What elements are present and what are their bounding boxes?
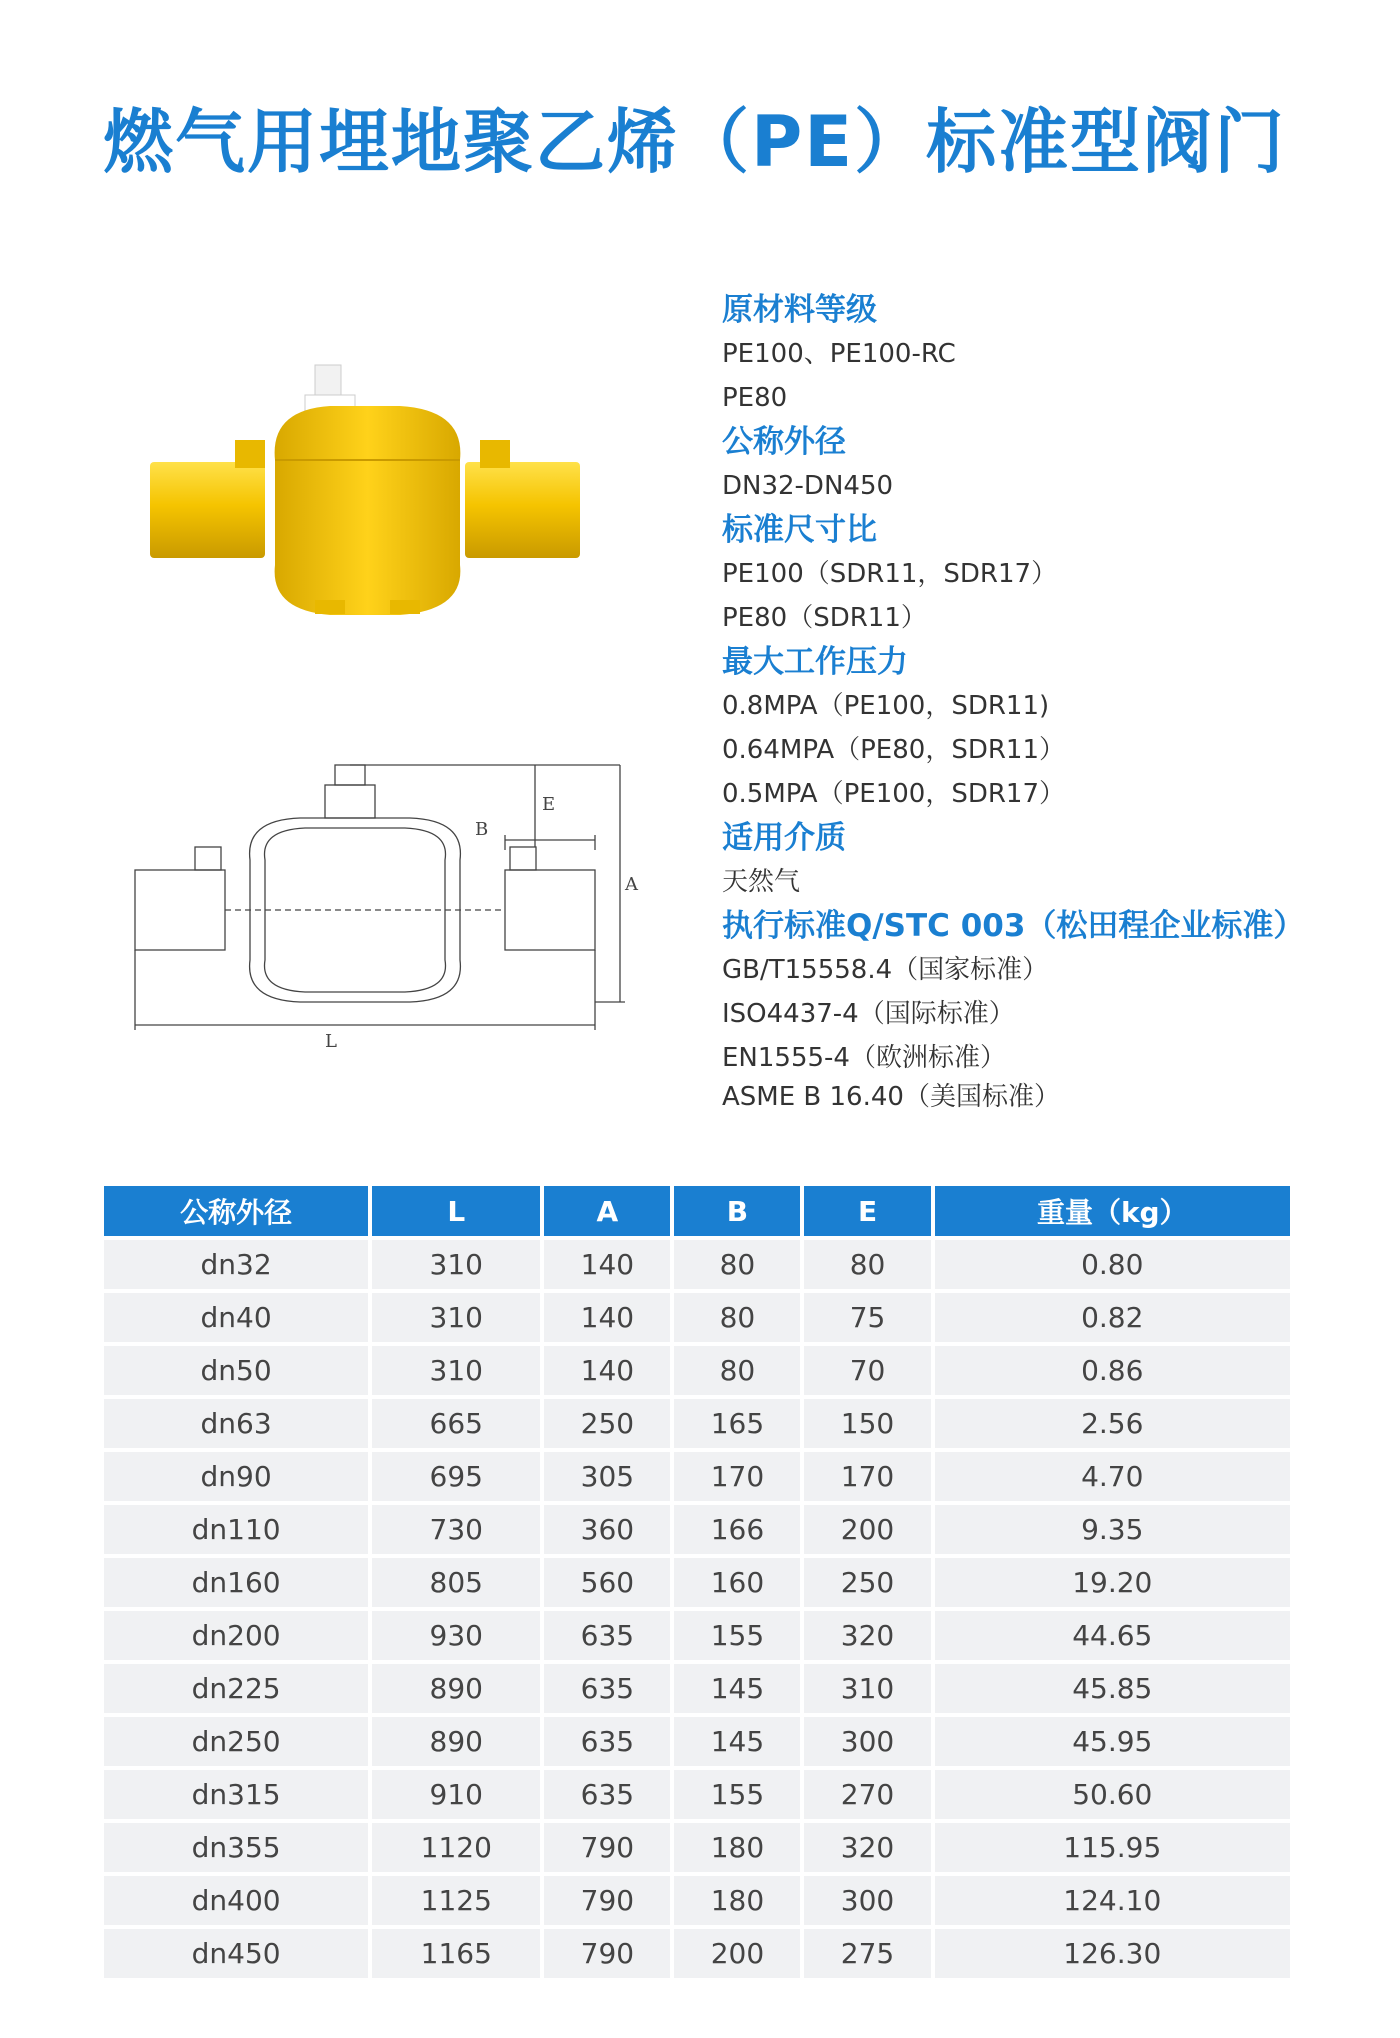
table-cell: 80	[674, 1293, 800, 1342]
table-cell: dn160	[104, 1558, 368, 1607]
table-cell: 790	[544, 1876, 670, 1925]
table-cell: dn315	[104, 1770, 368, 1819]
table-cell: 310	[372, 1240, 540, 1289]
table-cell: dn355	[104, 1823, 368, 1872]
table-cell: 360	[544, 1505, 670, 1554]
table-cell: 140	[544, 1346, 670, 1395]
table-cell: 910	[372, 1770, 540, 1819]
table-cell: dn200	[104, 1611, 368, 1660]
table-cell: 145	[674, 1717, 800, 1766]
table-cell: dn450	[104, 1929, 368, 1978]
table-cell: 180	[674, 1823, 800, 1872]
table-cell: 155	[674, 1770, 800, 1819]
table-cell: 805	[372, 1558, 540, 1607]
table-cell: 275	[804, 1929, 930, 1978]
table-cell: 2.56	[935, 1399, 1290, 1448]
spec-value: EN1555-4（欧洲标准）	[722, 1043, 1006, 1073]
table-cell: 80	[804, 1240, 930, 1289]
dimension-table	[100, 1182, 1294, 1982]
table-row	[104, 1558, 1290, 1607]
table-cell: 45.85	[935, 1664, 1290, 1713]
table-cell: 250	[804, 1558, 930, 1607]
table-cell: 250	[544, 1399, 670, 1448]
spec-value: 0.8MPA（PE100，SDR11)	[722, 691, 1050, 721]
table-cell: 115.95	[935, 1823, 1290, 1872]
table-cell: dn50	[104, 1346, 368, 1395]
table-cell: 890	[372, 1664, 540, 1713]
table-cell: 270	[804, 1770, 930, 1819]
spec-value: 0.64MPA（PE80，SDR11）	[722, 735, 1065, 765]
table-cell: 166	[674, 1505, 800, 1554]
table-cell: 790	[544, 1823, 670, 1872]
table-row	[104, 1399, 1290, 1448]
table-cell: 150	[804, 1399, 930, 1448]
table-row	[104, 1823, 1290, 1872]
table-cell: 305	[544, 1452, 670, 1501]
table-cell: 140	[544, 1240, 670, 1289]
spec-heading: 原材料等级	[722, 292, 877, 328]
table-cell: 730	[372, 1505, 540, 1554]
column-header: 重量（kg）	[935, 1186, 1290, 1236]
table-cell: 124.10	[935, 1876, 1290, 1925]
table-row	[104, 1876, 1290, 1925]
column-header: 公称外径	[104, 1186, 368, 1236]
table-cell: 635	[544, 1611, 670, 1660]
table-row	[104, 1293, 1290, 1342]
table-row	[104, 1452, 1290, 1501]
spec-value: DN32-DN450	[722, 471, 894, 501]
table-row	[104, 1717, 1290, 1766]
spec-value: PE100、PE100-RC	[722, 339, 956, 369]
table-row	[104, 1240, 1290, 1289]
table-cell: 180	[674, 1876, 800, 1925]
column-header: E	[804, 1186, 930, 1236]
spec-value: ISO4437-4（国际标准）	[722, 999, 1015, 1029]
table-cell: 170	[804, 1452, 930, 1501]
table-cell: 170	[674, 1452, 800, 1501]
spec-value: PE100（SDR11，SDR17）	[722, 559, 1058, 589]
table-row	[104, 1505, 1290, 1554]
table-cell: 19.20	[935, 1558, 1290, 1607]
table-cell: 9.35	[935, 1505, 1290, 1554]
table-cell: 50.60	[935, 1770, 1290, 1819]
table-cell: 1120	[372, 1823, 540, 1872]
table-cell: dn400	[104, 1876, 368, 1925]
spec-value: ASME B 16.40（美国标准）	[722, 1082, 1060, 1112]
table-cell: 80	[674, 1240, 800, 1289]
table-cell: 320	[804, 1611, 930, 1660]
spec-value: 天然气	[722, 867, 801, 897]
dim-label-l: L	[325, 1031, 337, 1052]
table-cell: 695	[372, 1452, 540, 1501]
dim-label-e: E	[542, 794, 556, 815]
table-cell: 140	[544, 1293, 670, 1342]
table-cell: 200	[804, 1505, 930, 1554]
table-cell: 890	[372, 1717, 540, 1766]
table-row	[104, 1664, 1290, 1713]
column-header: A	[544, 1186, 670, 1236]
spec-value: 0.5MPA（PE100，SDR17）	[722, 779, 1065, 809]
table-cell: 75	[804, 1293, 930, 1342]
spec-heading: 标准尺寸比	[722, 512, 877, 548]
column-header: B	[674, 1186, 800, 1236]
table-cell: 45.95	[935, 1717, 1290, 1766]
table-cell: 635	[544, 1770, 670, 1819]
table-cell: 145	[674, 1664, 800, 1713]
table-cell: 0.80	[935, 1240, 1290, 1289]
spec-list	[722, 288, 1362, 1114]
table-cell: 300	[804, 1876, 930, 1925]
dim-label-a: A	[625, 874, 638, 895]
table-cell: 4.70	[935, 1452, 1290, 1501]
table-cell: 300	[804, 1717, 930, 1766]
table-cell: 310	[372, 1346, 540, 1395]
spec-heading: 适用介质	[722, 820, 846, 856]
table-cell: 70	[804, 1346, 930, 1395]
table-cell: 200	[674, 1929, 800, 1978]
table-cell: 0.86	[935, 1346, 1290, 1395]
valve-photo	[150, 310, 580, 640]
table-cell: 310	[372, 1293, 540, 1342]
table-row	[104, 1770, 1290, 1819]
table-cell: 126.30	[935, 1929, 1290, 1978]
table-row	[104, 1346, 1290, 1395]
table-cell: dn90	[104, 1452, 368, 1501]
table-cell: 635	[544, 1717, 670, 1766]
column-header: L	[372, 1186, 540, 1236]
table-cell: dn32	[104, 1240, 368, 1289]
spec-heading: 最大工作压力	[722, 644, 908, 680]
table-row	[104, 1929, 1290, 1978]
table-cell: 560	[544, 1558, 670, 1607]
table-cell: 310	[804, 1664, 930, 1713]
table-cell: 320	[804, 1823, 930, 1872]
spec-value: PE80	[722, 383, 788, 413]
dim-label-b: B	[475, 819, 489, 840]
table-cell: dn40	[104, 1293, 368, 1342]
table-cell: 160	[674, 1558, 800, 1607]
table-row	[104, 1611, 1290, 1660]
table-cell: 1125	[372, 1876, 540, 1925]
table-cell: 930	[372, 1611, 540, 1660]
table-cell: 155	[674, 1611, 800, 1660]
table-cell: 80	[674, 1346, 800, 1395]
table-cell: 0.82	[935, 1293, 1290, 1342]
table-header-row	[104, 1186, 1290, 1236]
table-cell: 44.65	[935, 1611, 1290, 1660]
table-cell: 635	[544, 1664, 670, 1713]
table-cell: 1165	[372, 1929, 540, 1978]
spec-value: GB/T15558.4（国家标准）	[722, 955, 1049, 985]
table-cell: dn63	[104, 1399, 368, 1448]
table-cell: 790	[544, 1929, 670, 1978]
table-cell: 165	[674, 1399, 800, 1448]
valve-dimension-drawing	[130, 750, 640, 1060]
spec-heading: 公称外径	[722, 424, 846, 460]
page-title: 燃气用埋地聚乙烯（PE）标准型阀门	[103, 101, 1287, 183]
spec-heading: 执行标准Q/STC 003（松田程企业标准）	[722, 908, 1305, 944]
spec-value: PE80（SDR11）	[722, 603, 927, 633]
table-cell: 665	[372, 1399, 540, 1448]
table-cell: dn110	[104, 1505, 368, 1554]
table-cell: dn250	[104, 1717, 368, 1766]
table-cell: dn225	[104, 1664, 368, 1713]
